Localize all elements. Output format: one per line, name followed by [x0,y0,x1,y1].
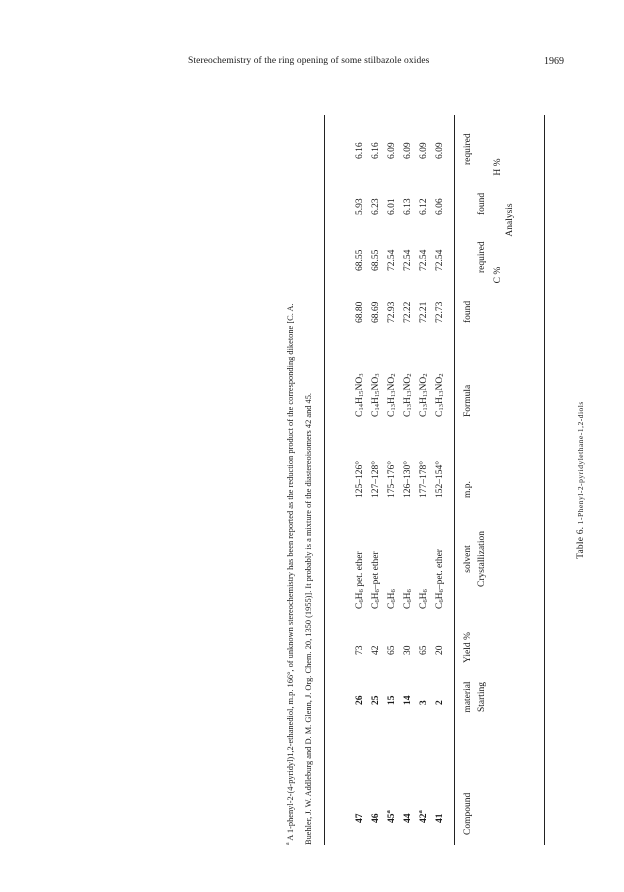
cell-h-required: 6.16 [371,142,381,159]
cell-h-found: 6.06 [435,198,445,215]
cell-solvent: $C_6H_6$–pet. ether [435,549,445,609]
cell-starting-material: 15 [387,695,397,705]
cell-solvent: $C_6H_6$ [419,589,429,609]
cell-formula: $C_{14}H_{15}NO_3$ [355,373,365,417]
cell-h-found: 6.12 [419,198,429,215]
header-c-percent: C % [493,266,503,284]
cell-c-required: 68.55 [371,249,381,271]
cell-formula: $C_{14}H_{15}NO_3$ [371,373,381,417]
cell-formula: $C_{13}H_{13}NO_2$ [419,373,429,417]
cell-formula: $C_{13}H_{13}NO_2$ [435,373,445,417]
header-analysis: Analysis [505,203,515,237]
cell-mp: 126–130° [403,460,413,498]
cell-c-required: 72.54 [403,249,413,271]
cell-h-required: 6.16 [355,142,365,159]
cell-yield: 20 [435,645,445,655]
cell-starting-material: 14 [403,695,413,705]
header-yield: Yield % [463,632,473,663]
cell-yield: 65 [419,645,429,655]
header-compound: Compound [463,792,473,835]
table-row [386,115,400,845]
caption-label: Table 6. [576,526,586,559]
cell-c-found: 72.73 [435,301,445,323]
table-caption [576,115,586,845]
cell-c-required: 72.54 [435,249,445,271]
cell-compound: 47 [355,813,365,823]
cell-solvent: $C_6H_6$ [403,589,413,609]
cell-mp: 125–126° [355,460,365,498]
cell-h-required: 6.09 [387,142,397,159]
cell-c-found: 72.21 [419,301,429,323]
cell-compound: 44 [403,813,413,823]
footnote-line-1: $^a$ A 1-phenyl-2-(4-pyridyl)1,2-ethanediol, m.p. 166°, of unknown stereochemistry has been reported as the reduction product of the corresponding diketone [C. A. [285,303,295,845]
header-solvent-line1: Crystallization [477,531,487,587]
cell-solvent: $C_6H_6$–pet ether [371,551,381,609]
cell-h-required: 6.09 [403,142,413,159]
cell-c-required: 68.55 [355,249,365,271]
cell-compound: 45$^a$ [384,810,397,823]
table-row [418,115,432,845]
cell-c-found: 72.93 [387,301,397,323]
cell-compound: 41 [435,813,445,823]
cell-starting-material: 3 [419,700,429,705]
table-row [434,115,448,845]
cell-solvent: $C_6H_6$ [387,589,397,609]
header-formula: Formula [463,384,473,417]
header-h-percent: H % [493,158,503,176]
cell-mp: 152–154° [435,460,445,498]
cell-starting-material: 25 [371,695,381,705]
cell-c-required: 72.54 [419,249,429,271]
cell-yield: 30 [403,645,413,655]
cell-h-found: 5.93 [355,198,365,215]
cell-mp: 177–178° [419,460,429,498]
table-row [402,115,416,845]
cell-yield: 42 [371,645,381,655]
cell-h-required: 6.09 [419,142,429,159]
cell-compound: 46 [371,813,381,823]
cell-yield: 73 [355,645,365,655]
cell-solvent: $C_6H_6$ pet. ether [355,551,365,609]
cell-formula: $C_{13}H_{13}NO_2$ [387,373,397,417]
header-rule [454,115,455,845]
header-h-required: required [463,133,473,165]
cell-c-found: 68.69 [371,301,381,323]
header-solvent-line2: solvent [463,545,473,573]
page-number: 1969 [544,56,564,67]
table-row [370,115,384,845]
cell-yield: 65 [387,645,397,655]
cell-formula: $C_{13}H_{13}NO_2$ [403,373,413,417]
cell-c-found: 68.80 [355,301,365,323]
header-h-found: found [477,192,487,215]
cell-h-required: 6.09 [435,142,445,159]
footnote-line-2: Buehler, J. W. Addleburg and D. M. Glenn, J. Org. Chem. 20, 1350 (1955)]. It probably is a mixture of the diastereoisomers 42 and 45. [304,392,313,845]
cell-c-required: 72.54 [387,249,397,271]
rotated-table-region [282,115,612,845]
header-starting-line2: material [463,681,473,713]
table-top-rule [544,115,545,845]
cell-h-found: 6.13 [403,198,413,215]
header-starting-line1: Starting [477,681,487,713]
cell-mp: 127–128° [371,460,381,498]
cell-h-found: 6.01 [387,198,397,215]
header-mp: m.p. [463,481,473,498]
running-head: Stereochemistry of the ring opening of some stilbazole oxides [188,56,430,66]
header-c-found: found [463,300,473,323]
table-row [354,115,368,845]
cell-starting-material: 2 [435,700,445,705]
table-bottom-rule [324,115,325,845]
cell-starting-material: 26 [355,695,365,705]
cell-c-found: 72.22 [403,301,413,323]
cell-h-found: 6.23 [371,198,381,215]
caption-title: 1-Phenyl-2-pyridylethane-1,2-diols [576,401,585,525]
cell-compound: 42$^a$ [416,810,429,823]
header-c-required: required [477,241,487,273]
cell-mp: 175–176° [387,460,397,498]
